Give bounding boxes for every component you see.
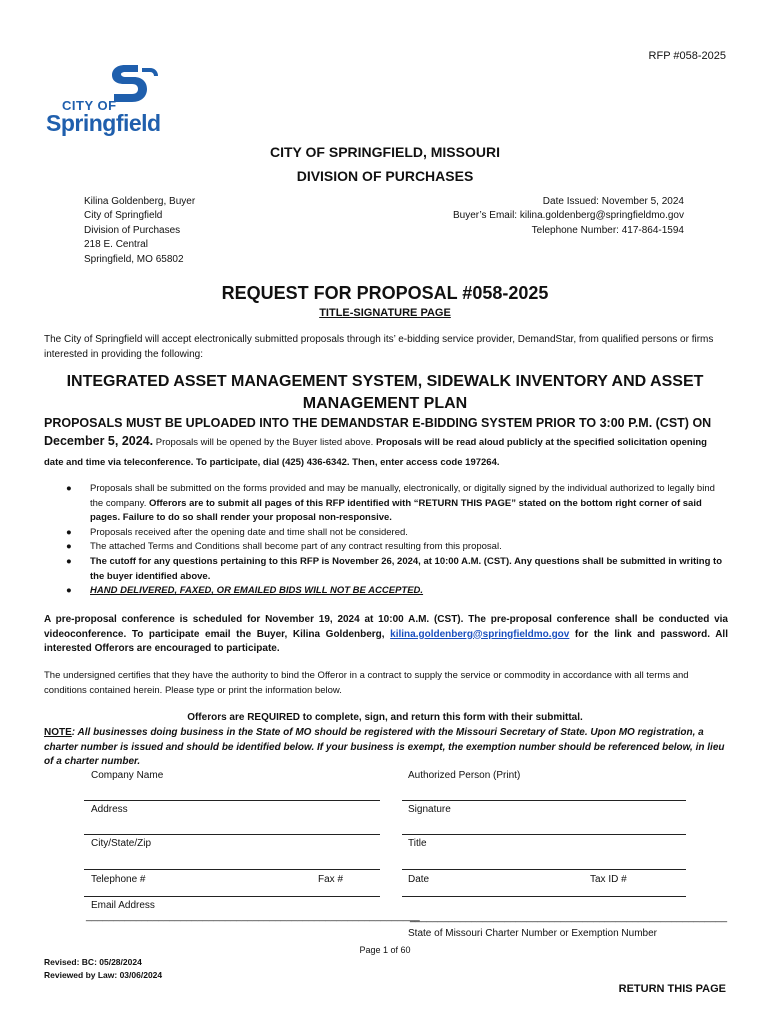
note-label: NOTE	[44, 727, 72, 738]
return-this-page-label: RETURN THIS PAGE	[618, 983, 726, 995]
bullet-icon: ●	[66, 555, 72, 567]
fax-label: Fax #	[318, 874, 344, 885]
buyer-email-link[interactable]: kilina.goldenberg@springfieldmo.gov	[390, 628, 570, 640]
date-label: Date	[408, 874, 430, 885]
project-title: INTEGRATED ASSET MANAGEMENT SYSTEM, SIDEWALK INVENTORY AND ASSET MANAGEMENT PLAN	[66, 373, 704, 412]
bullet-text: Proposals shall be submitted on the forms provided and may be manually, electronically, or digitally signed by the individual authorized to legally bind the company.	[90, 483, 715, 509]
note-paragraph	[44, 726, 728, 770]
page-title: TITLE-SIGNATURE PAGE	[319, 307, 451, 319]
page-number: Page 1 of 60	[359, 945, 411, 955]
intro-paragraph: The City of Springfield will accept electronically submitted proposals through its’ e-bidding service provider, DemandStar, from qualified persons or firms interested in providing the following:	[44, 334, 714, 360]
email-address-label: Email Address	[91, 900, 155, 911]
deadline-normal: Proposals will be opened by the Buyer listed above.	[153, 437, 376, 448]
deadline-bold: PROPOSALS MUST BE UPLOADED INTO THE DEMANDSTAR E-BIDDING SYSTEM PRIOR TO 3:00 P.M. (CST) ON December 5, 2024.	[44, 416, 712, 448]
email-address-field[interactable]: ____________________________________________________________	[86, 911, 420, 922]
reviewed-date: Reviewed by Law: 03/06/2024	[44, 970, 163, 980]
company-name-label: Company Name	[91, 770, 164, 781]
buyer-line: Division of Purchases	[84, 224, 181, 236]
bullet-icon: ●	[66, 585, 72, 597]
buyer-line: 218 E. Central	[84, 239, 148, 251]
deadline-teleconference: Proposals will be read aloud publicly at the specified solicitation opening date and time via teleconference. To participate, dial (425) 436-6342. Then, enter access code 197264.	[44, 437, 707, 468]
list-item	[64, 540, 728, 555]
company-name-field[interactable]	[84, 800, 380, 801]
telephone-number: Telephone Number: 417-864-1594	[531, 224, 684, 236]
instruction-list	[64, 482, 728, 599]
address-label: Address	[91, 804, 128, 815]
date-tax-id-field[interactable]	[402, 896, 686, 897]
buyer-line: Springfield, MO 65802	[84, 253, 184, 265]
title-field[interactable]	[402, 869, 686, 870]
bullet-icon: ●	[66, 483, 72, 494]
address-field[interactable]	[84, 834, 380, 835]
authorized-person-label: Authorized Person (Print)	[408, 770, 521, 781]
city-state-zip-label: City/State/Zip	[91, 838, 152, 849]
revision-info	[44, 956, 162, 982]
rfp-title: REQUEST FOR PROPOSAL #058-2025	[221, 283, 549, 303]
division-heading: DIVISION OF PURCHASES	[296, 168, 474, 184]
city-state-zip-field[interactable]	[84, 869, 380, 870]
signature-label: Signature	[408, 804, 451, 815]
buyer-address-block	[84, 195, 195, 267]
charter-number-field[interactable]: _________________________________________________________	[410, 912, 728, 923]
bullet-bold-text: The cutoff for any questions pertaining to this RFP is November 26, 2024, at 10:00 A.M. (CST). Any questions shall be submitted in writing to the buyer identified above.	[90, 555, 723, 582]
signature-field[interactable]	[402, 834, 686, 835]
buyer-line: Kilina Goldenberg, Buyer	[84, 196, 196, 207]
required-statement: Offerors are REQUIRED to complete, sign, and return this form with their submittal.	[187, 712, 583, 723]
conference-text: A pre-proposal conference is scheduled for November 19, 2024 at 10:00 A.M. (CST). The pre-proposal conference shall be conducted via videoconference. To participate email the Buyer, Kilina Goldenberg,	[44, 614, 728, 640]
logo-city-text: CITY OF	[62, 98, 117, 113]
date-issued: Date Issued: November 5, 2024	[542, 196, 684, 207]
title-label: Title	[408, 838, 427, 849]
certification-paragraph: The undersigned certifies that they have the authority to bind the Offeror in a contract to supply the service or commodity in accordance with all terms and conditions contained herein. Please type or print the information below.	[44, 670, 689, 696]
preproposal-conference-paragraph	[44, 613, 728, 657]
bullet-text: The attached Terms and Conditions shall become part of any contract resulting from this proposal.	[90, 541, 502, 553]
bullet-icon: ●	[66, 526, 72, 538]
list-item	[64, 482, 728, 526]
rfp-number: RFP #058-2025	[648, 50, 726, 62]
bullet-bold-text: HAND DELIVERED, FAXED, OR EMAILED BIDS WILL NOT BE ACCEPTED.	[90, 585, 424, 597]
tax-id-label: Tax ID #	[590, 874, 627, 885]
telephone-fax-field[interactable]	[84, 896, 380, 897]
conference-text: for the link and password. All interested Offerors are encouraged to participate.	[44, 628, 728, 654]
authorized-person-field[interactable]	[402, 800, 686, 801]
deadline-paragraph	[44, 414, 728, 472]
list-item	[64, 526, 728, 541]
buyer-email: Buyer’s Email: kilina.goldenberg@springfieldmo.gov	[452, 210, 684, 222]
bullet-text: Proposals received after the opening date and time shall not be considered.	[90, 526, 408, 538]
issue-info-block	[453, 195, 684, 238]
logo-springfield-text: Springfield	[46, 110, 161, 136]
telephone-label: Telephone #	[91, 874, 146, 885]
note-text: : All businesses doing business in the State of MO should be registered with the Missouri Secretary of State. Upon MO registration, a charter number is issued and should be identified below. If your business is exempt, the exemption number should be referenced below, in lieu of a charter number.	[44, 727, 725, 767]
list-item	[64, 584, 728, 599]
buyer-line: City of Springfield	[84, 210, 163, 222]
charter-number-label: State of Missouri Charter Number or Exemption Number	[408, 928, 657, 939]
list-item	[64, 555, 728, 584]
revised-date: Revised: BC: 05/28/2024	[44, 957, 142, 967]
city-heading: CITY OF SPRINGFIELD, MISSOURI	[270, 144, 500, 160]
bullet-icon: ●	[66, 541, 72, 553]
bullet-bold-text: Offerors are to submit all pages of this RFP identified with “RETURN THIS PAGE” stated on the bottom right corner of said pages. Failure to do so shall render your proposal non-responsive.	[90, 497, 702, 524]
